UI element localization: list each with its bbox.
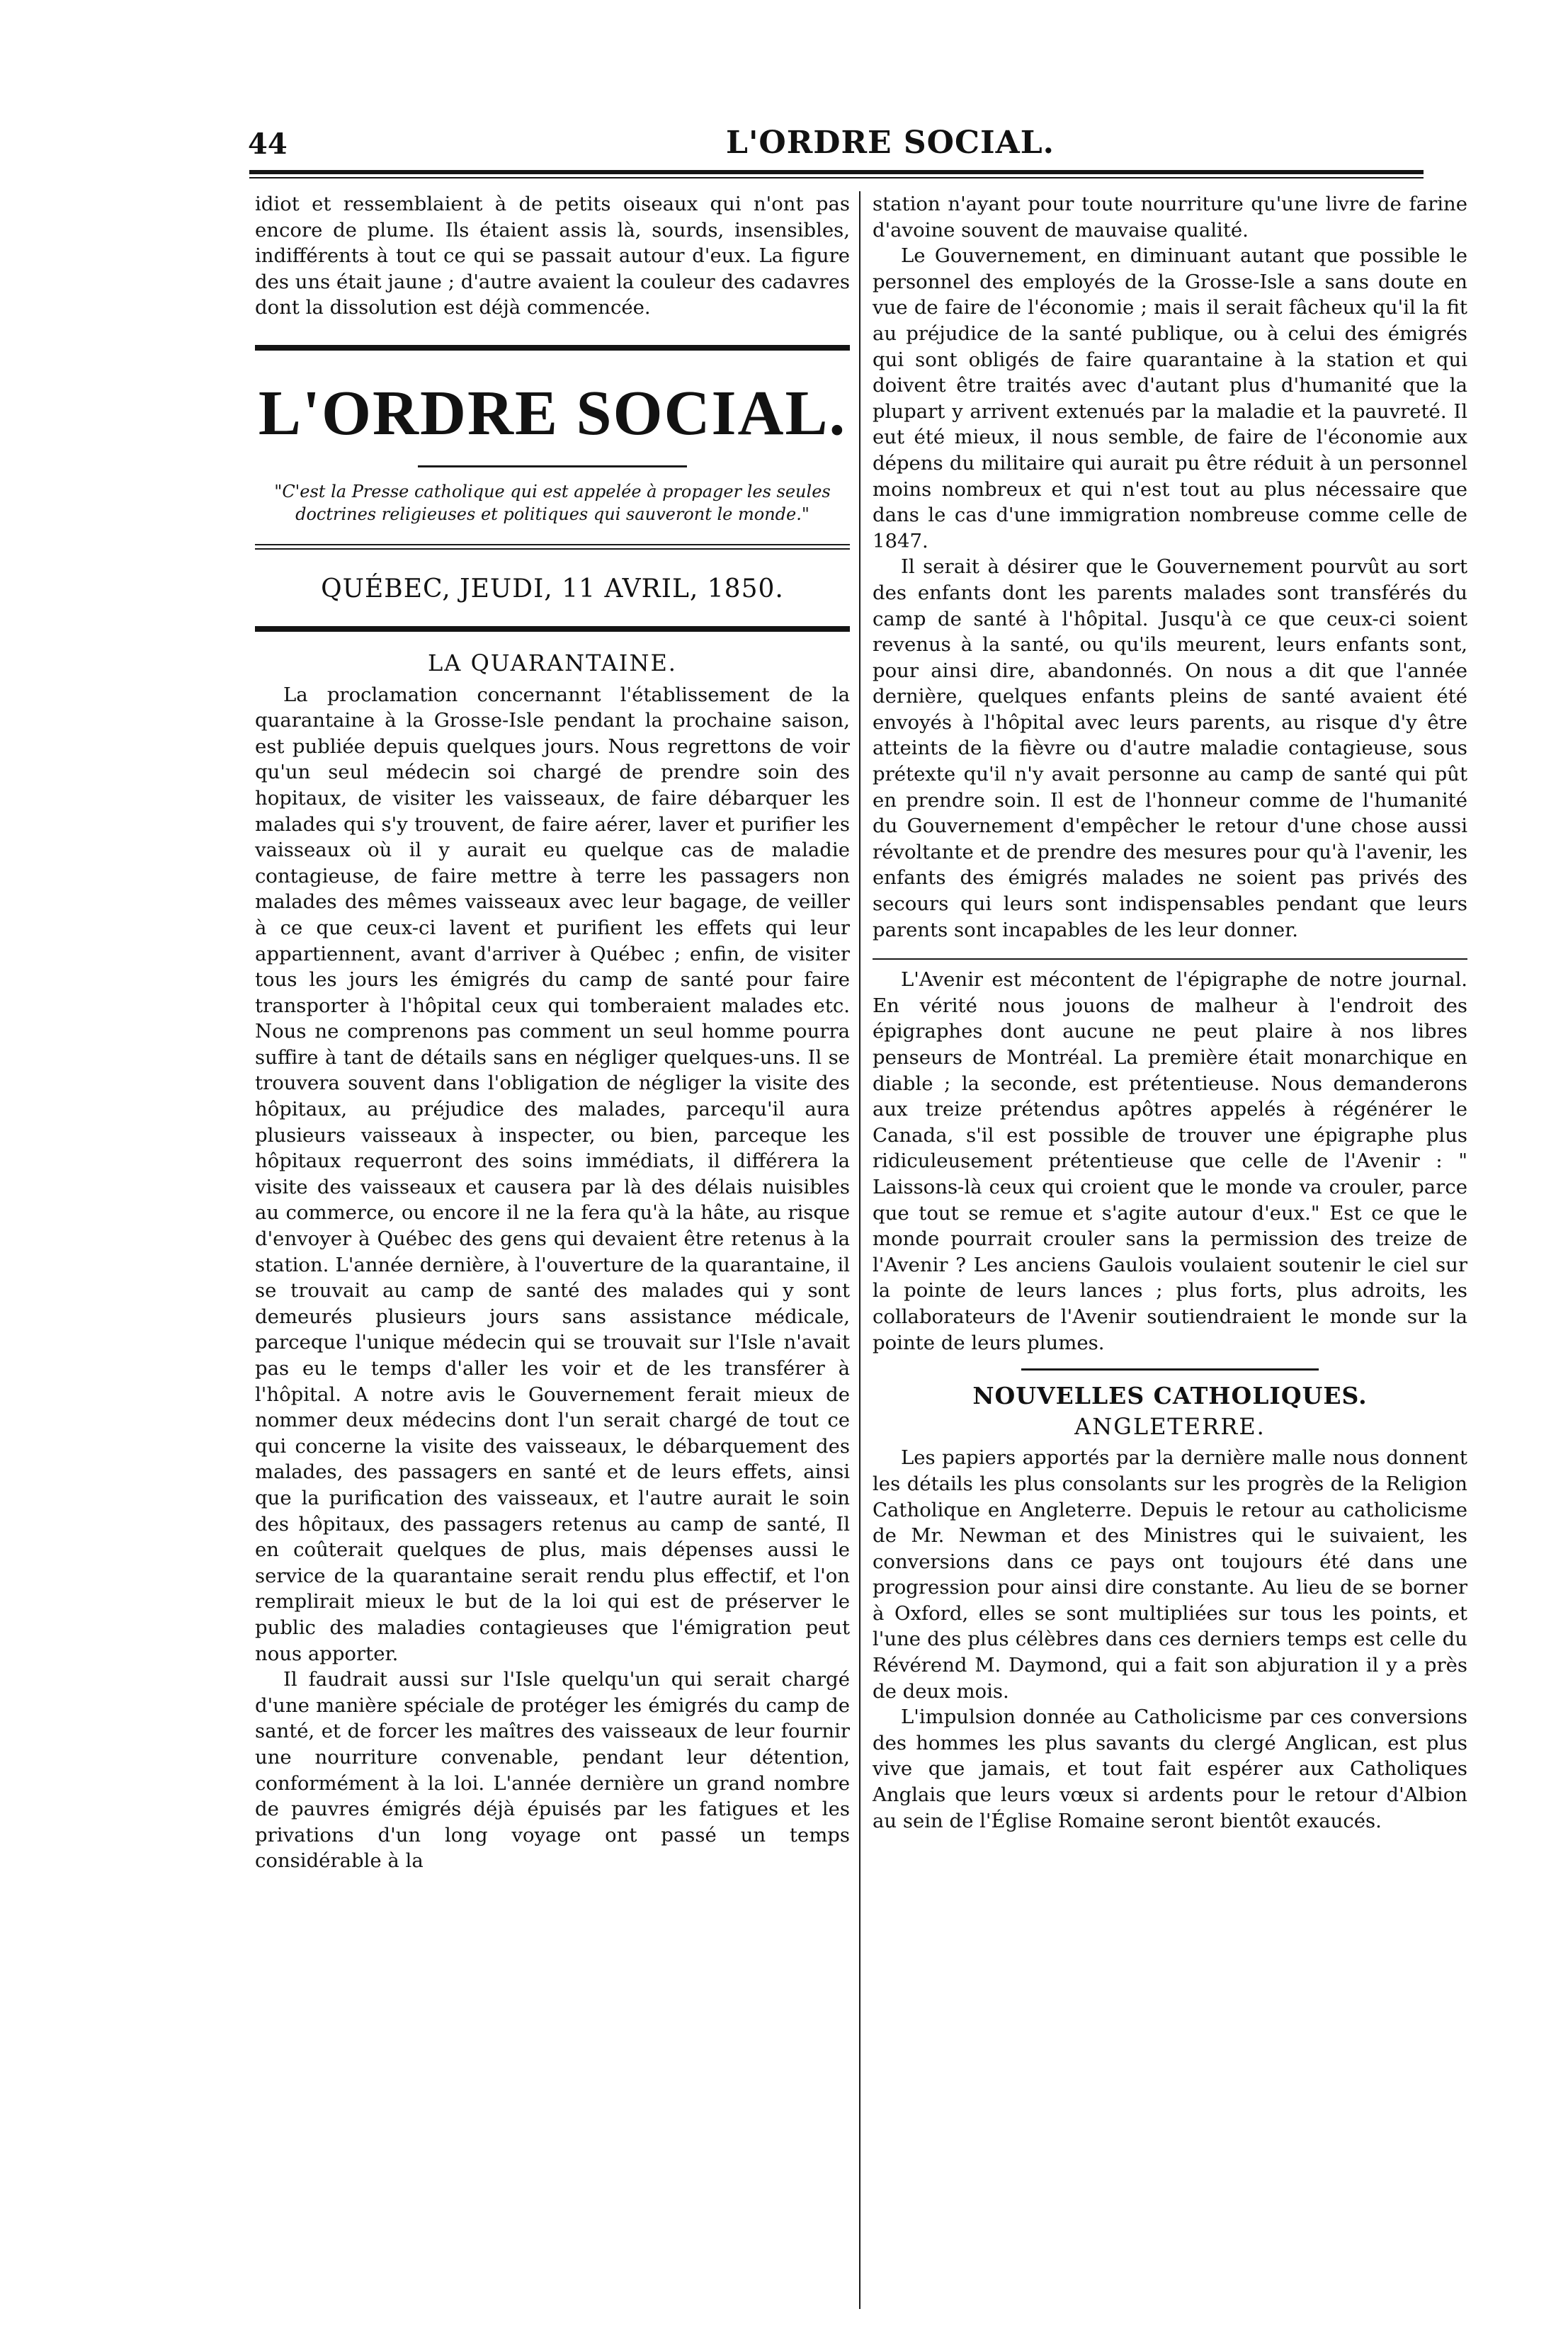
- article-paragraph: Il faudrait aussi sur l'Isle quelqu'un qui serait chargé d'une manière spéciale de protéger les émigrés du camp de santé, et de forcer les maîtres des vaisseaux de leur fournir une nourriture convenable, pendant leur détention, conformément à la loi. L'année dernière un grand nombre de pauvres émigrés déjà épuisés par les fatigues et les privations d'un long voyage ont passé un temps considérable à la: [255, 1668, 850, 1873]
- running-title: L'ORDRE SOCIAL.: [726, 125, 1055, 161]
- article-divider: [873, 958, 1467, 960]
- masthead-rule-top: [255, 345, 850, 351]
- masthead-motto: "C'est la Presse catholique qui est appelée à propager les seules doctrines religieuses et politiques qui sauveront le monde.": [274, 481, 831, 524]
- section-divider: [1021, 1368, 1319, 1371]
- masthead-underline: [418, 465, 687, 467]
- masthead-title: L'ORDRE SOCIAL.: [258, 378, 847, 448]
- page-number: 44: [248, 127, 288, 161]
- article-paragraph: L'impulsion donnée au Catholicisme par ces conversions des hommes les plus savants du clergé Anglican, est plus vive que jamais, et tout fait espérer aux Catholiques Anglais que leurs vœux si ardents pour le retour d'Albion au sein de l'Église Romaine seront bientôt exaucés.: [873, 1706, 1467, 1832]
- section-title: NOUVELLES CATHOLIQUES.: [972, 1382, 1368, 1410]
- article-paragraph: Le Gouvernement, en diminuant autant que possible le personnel des employés de la Grosse-Isle a sans doute en vue de faire de l'économie ; mais il serait fâcheux qu'il la fit au préjudice de la santé publique, ou à celui des émigrés qui sont obligés de faire quarantaine à la station et qui doivent être traités avec d'autant plus d'humanité que la plupart y arrivent extenués par la maladie et la pauvreté. Il eut été mieux, il nous semble, de faire de l'économie aux dépens du militaire qui aurait pu être réduit à un personnel moins nombreux et qui n'est tout au plus nécessaire que dans le cas d'une immigration nombreuse comme celle de 1847.: [873, 244, 1467, 552]
- article-paragraph: Il serait à désirer que le Gouvernement pourvût au sort des enfants dont les parents malades sont transférés du camp de santé à l'hôpital. Jusqu'à ce que ceux-ci soient revenus à la santé, ou qu'ils meurent, leurs enfants sont, pour ainsi dire, abandonnés. On nous a dit que l'année dernière, quelques enfants pleins de santé avaient été envoyés à l'hôpital avec leurs parents, au risque d'y être atteints de la fièvre ou d'autre maladie contagieuse, sous prétexte qu'il n'y avait personne au camp de santé qui pût en prendre soin. Il est de l'honneur comme de l'humanité du Gouvernement d'empêcher le retour d'une chose aussi révoltante et de prendre des mesures pour qu'à l'avenir, les enfants des émigrés malades ne soient pas privés des secours qui leurs sont indispensables pendant que leurs parents sont incapables de les leur donner.: [873, 555, 1467, 941]
- subsection-title: ANGLETERRE.: [1074, 1412, 1266, 1440]
- dateline-rule-top: [255, 544, 850, 550]
- header-rule-thin: [249, 177, 1424, 178]
- header-rule: [249, 170, 1424, 174]
- column-separator: [859, 191, 860, 2309]
- article-paragraph: L'Avenir est mécontent de l'épigraphe de notre journal. En vérité nous jouons de malheur à l'endroit des épigraphes dont aucune ne peut plaire à nos libres penseurs de Montréal. La première était monarchique en diable ; la seconde, est prétentieuse. Nous demanderons aux treize prétendus apôtres appelés à régénérer le Canada, s'il est possible de trouver une épigraphe plus ridiculeusement prétentieuse que celle de l'Avenir : " Laissons-là ceux qui croient que le monde va crouler, parce que tout se remue et s'agite autour d'eux." Est ce que le monde pourrait crouler sans la permission des treize de l'Avenir ? Les anciens Gaulois voulaient soutenir le ciel sur la pointe de leurs lances ; plus forts, plus adroits, les collaborateurs de l'Avenir soutiendraient le monde sur la pointe de leurs plumes.: [873, 968, 1467, 1354]
- left-column: [255, 191, 850, 1874]
- dateline-rule-bottom: [255, 626, 850, 632]
- continued-paragraph: idiot et ressemblaient à de petits oiseaux qui n'ont pas encore de plume. Ils étaient assis là, sourds, insensibles, indifférents à tout ce qui se passait autour d'eux. La figure des uns était jaune ; d'autre avaient la couleur des cadavres dont la dissolution est déjà commencée.: [255, 193, 850, 319]
- dateline: QUÉBEC, JEUDI, 11 AVRIL, 1850.: [321, 574, 784, 603]
- article-paragraph: station n'ayant pour toute nourriture qu'une livre de farine d'avoine souvent de mauvaise qualité.: [873, 193, 1467, 242]
- right-column: [873, 191, 1467, 1834]
- section-title: LA QUARANTAINE.: [428, 649, 677, 676]
- article-paragraph: Les papiers apportés par la dernière malle nous donnent les détails les plus consolants sur les progrès de la Religion Catholique en Angleterre. Depuis le retour au catholicisme de Mr. Newman et des Ministres qui le suivaient, les conversions dans ce pays ont toujours été dans une progression pour ainsi dire constante. Au lieu de se borner à Oxford, elles se sont multipliées sur tous les points, et l'une des plus célèbres dans ces derniers temps est celle du Révérend M. Daymond, qui a fait son abjuration il y a près de deux mois.: [873, 1446, 1467, 1703]
- article-paragraph: La proclamation concernannt l'établissement de la quarantaine à la Grosse-Isle pendant la prochaine saison, est publiée depuis quelques jours. Nous regrettons de voir qu'un seul médecin soi chargé de prendre soin des hopitaux, de visiter les vaisseaux, de faire débarquer les malades qui s'y trouvent, de faire aérer, laver et purifier les vaisseaux où il y aurait eu quelque cas de maladie contagieuse, de faire mettre à terre les passagers non malades des mêmes vaisseaux avec leur bagage, de veiller à ce que ceux-ci lavent et purifient les effets qui leur appartiennent, avant d'arriver à Québec ; enfin, de visiter tous les jours les émigrés du camp de santé pour faire transporter à l'hôpital ceux qui tomberaient malades etc. Nous ne comprenons pas comment un seul homme pourra suffire à tant de détails sans en négliger quelques-uns. Il se trouvera souvent dans l'obligation de négliger la visite des hôpitaux, au préjudice des malades, parcequ'il aura plusieurs vaisseaux à inspecter, ou bien, parceque les hôpitaux requerront des soins immédiats, il différera la visite des vaisseaux et causera par là des délais nuisibles au commerce, ou encore il ne la fera qu'à la hâte, au risque d'envoyer à Québec des gens qui devaient être retenus à la station. L'année dernière, à l'ouverture de la quarantaine, il se trouvait au camp de santé des malades qui y sont demeurés plusieurs jours sans assistance médicale, parceque l'unique médecin qui se trouvait sur l'Isle n'avait pas eu le temps d'aller les voir et de les transférer à l'hôpital. A notre avis le Gouvernement ferait mieux de nommer deux médecins dont l'un serait chargé de tout ce qui concerne la visite des vaisseaux, le débarquement des malades, des passagers en santé et de leurs effets, ainsi que la purification des vaisseaux, et l'autre aurait le soin des hôpitaux, des passagers retenus au camp de santé, Il en coûterait quelques de plus, mais dépenses aussi le service de la quarantaine serait rendu plus effectif, et l'on remplirait mieux le but de la loi qui est de préserver le public des maladies contagieuses que l'émigration peut nous apporter.: [255, 683, 850, 1665]
